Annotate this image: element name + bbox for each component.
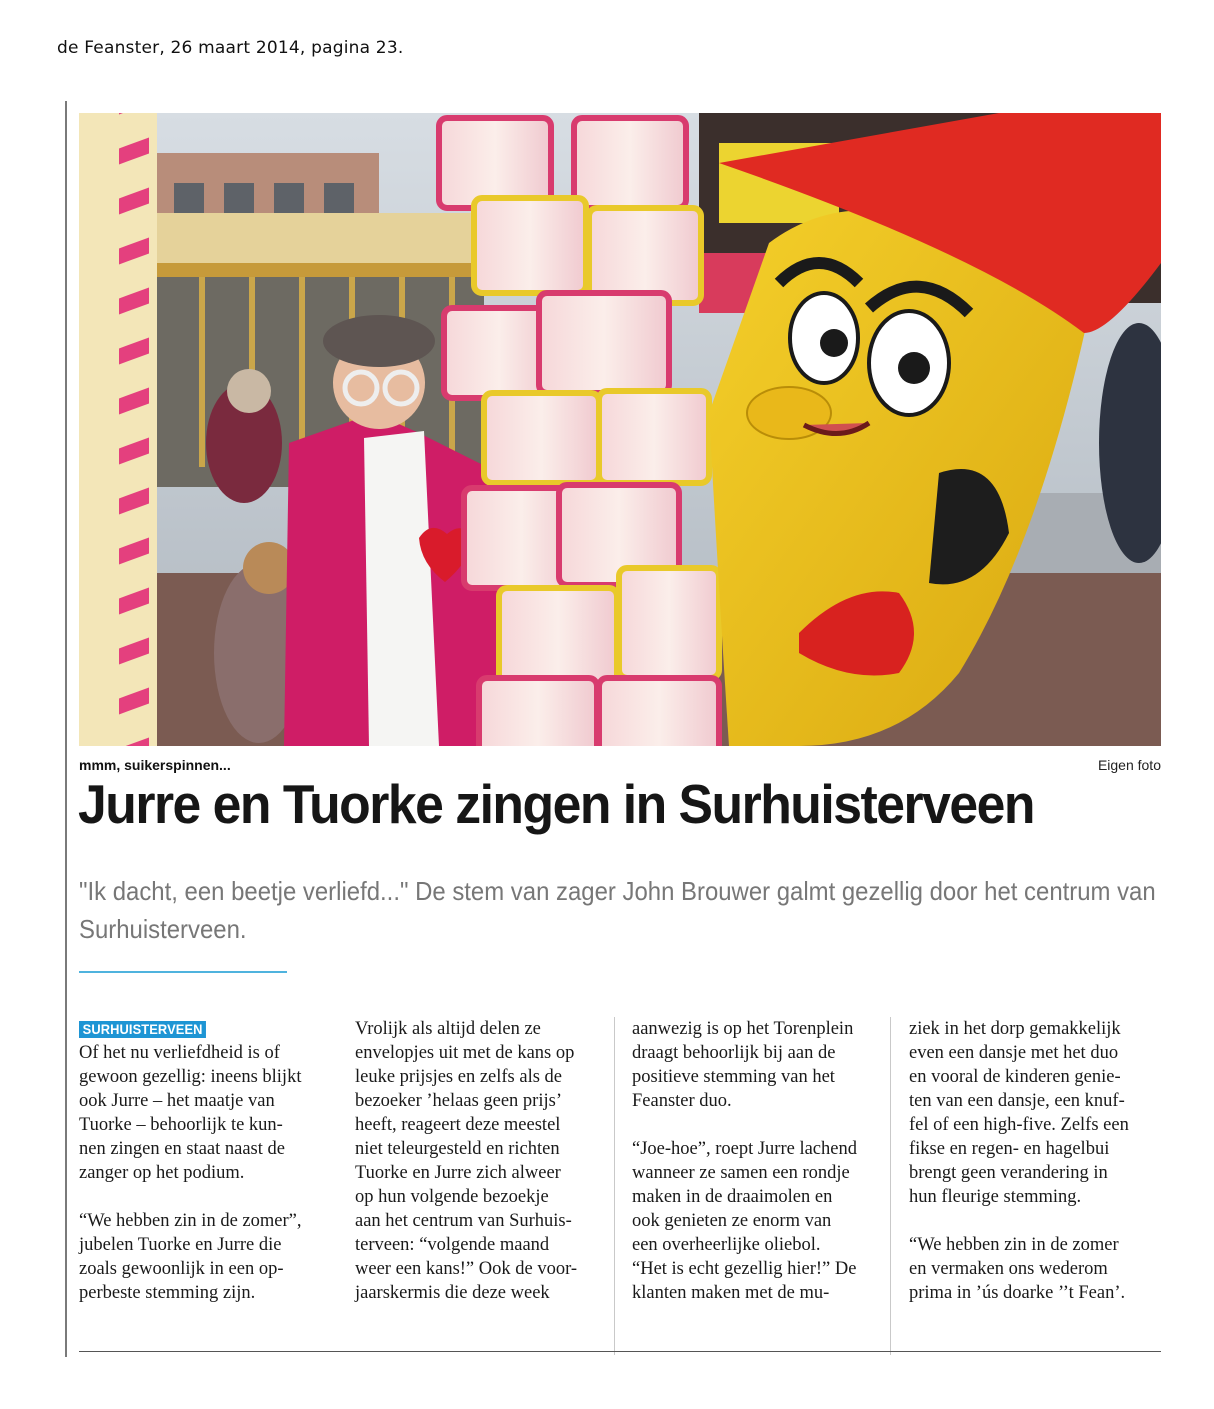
text-column-3 <box>632 1017 890 1329</box>
bottom-rule <box>79 1351 1161 1352</box>
paragraph: Of het nu verliefdheid is of gewoon gezellig: ineens blijkt ook Jurre – het maatje van Tuorke – behoorlijk te kun- nen zingen en staat naast de zanger op het podium. <box>79 1043 302 1183</box>
article-headline: Jurre en Tuorke zingen in Surhuisterveen <box>78 773 1034 835</box>
article-intro: "Ik dacht, een beetje verliefd..." De stem van zager John Brouwer galmt gezellig door het centrum van Surhuisterveen. <box>79 876 1156 944</box>
text-column-4 <box>909 1017 1167 1329</box>
column-divider <box>890 1017 891 1355</box>
photo-caption: mmm, suikerspinnen... <box>79 757 231 773</box>
left-margin-rule <box>65 101 67 1357</box>
paragraph: Vrolijk als altijd delen ze envelopjes uit met de kans op leuke prijsjes en zelfs als de bezoeker ’helaas geen prijs’ heeft, reageert deze meestel niet teleurgesteld en richten Tuorke en Jurre zich alweer op hun volgende bezoekje aan het centrum van Surhuis- terveen: “volgende maand weer een kans!” Ook de voor- jaarskermis die deze week <box>355 1019 578 1303</box>
paragraph: “We hebben zin in de zomer”, jubelen Tuorke en Jurre die zoals gewoonlijk in een op- perbeste stemming zijn. <box>79 1211 302 1303</box>
paragraph: ziek in het dorp gemakkelijk even een dansje met het duo en vooral de kinderen genie- ten van een dansje, een knuf- fel of een high-five. Zelfs een fikse en regen- en hagelbui brengt geen verandering in hun fleurige stemming. <box>909 1019 1129 1207</box>
dateline-badge: SURHUISTERVEEN <box>79 1021 206 1038</box>
intro-divider <box>79 971 287 973</box>
source-line: de Feanster, 26 maart 2014, pagina 23. <box>57 38 404 58</box>
photo-credit: Eigen foto <box>1097 757 1161 773</box>
text-column-2 <box>355 1017 613 1329</box>
paragraph: “We hebben zin in de zomer en vermaken ons wederom prima in ’ús doarke ’’t Fean’. <box>909 1235 1126 1303</box>
text-column-1 <box>79 1017 337 1329</box>
column-divider <box>614 1017 615 1355</box>
paragraph: “Joe-hoe”, roept Jurre lachend wanneer ze samen een rondje maken in de draaimolen en ook genieten ze enorm van een overheerlijke oliebol. “Het is echt gezellig hier!” De klanten maken met de mu- <box>632 1139 857 1303</box>
article-photo <box>79 113 1161 746</box>
paragraph: aanwezig is op het Torenplein draagt behoorlijk bij aan de positieve stemming van het Feanster duo. <box>632 1019 854 1111</box>
